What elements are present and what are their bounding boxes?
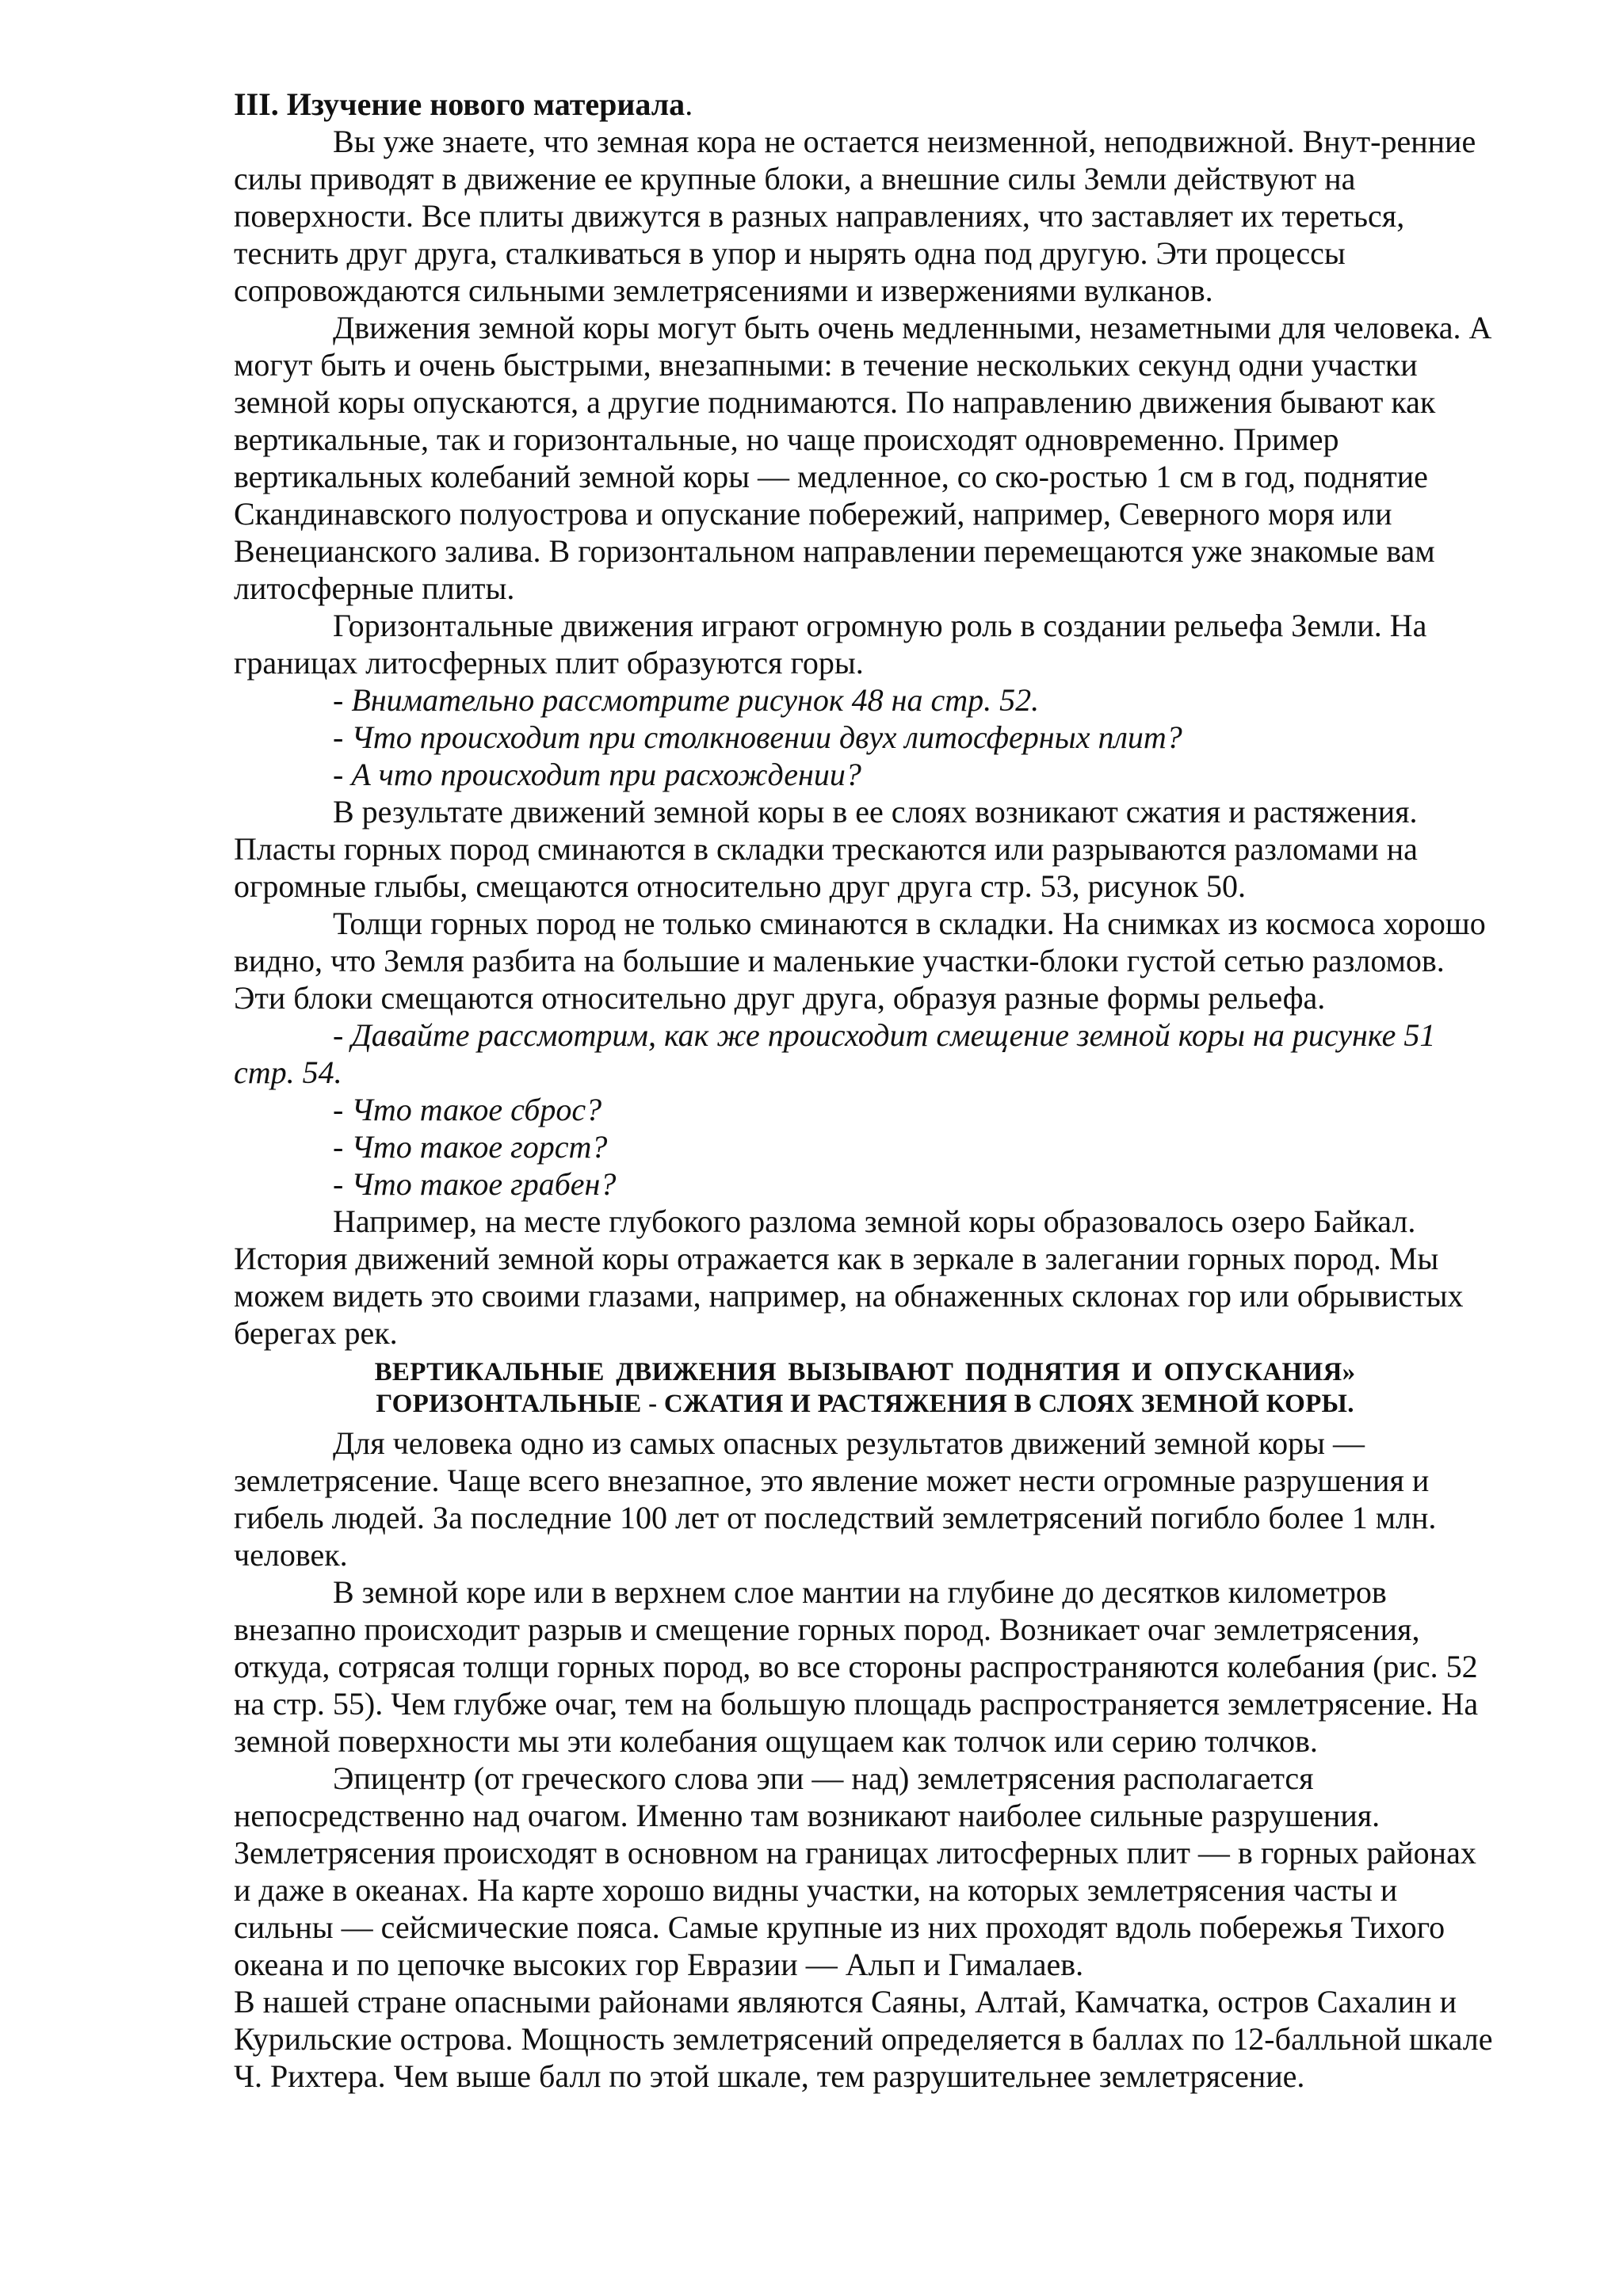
- paragraph-faults-blocks: Толщи горных пород не только сминаются в складки. На снимках из космоса хорошо видно, что Земля разбита на большие и маленькие участки-блоки густой сетью разломов. Эти блоки смещаются относительно друг друга, образуя разные формы рельефа.: [234, 906, 1486, 1016]
- paragraph-crust-movement-speed: Движения земной коры могут быть очень медленными, незаметными для человека. А могут быть и очень быстрыми, внезапными: в течение нескольких секунд одни участки земной коры опускаются, а другие поднимаются. По направлению движения бывают как вертикальные, так и горизонтальные, но чаще происходят одновременно. Пример вертикальных колебаний земной коры — медленное, со ско-ростью 1 см в год, поднятие Скандинавского полуострова и опускание побережий, например, Северного моря или Венецианского залива. В горизонтальном направлении перемещаются уже знакомые вам литосферные плиты.: [234, 310, 1492, 606]
- paragraph-earthquake-focus: В земной коре или в верхнем слое мантии на глубине до десятков километров внезапно происходит разрыв и смещение горных пород. Возникает очаг землетрясения, откуда, сотрясая толщи горных пород, во все стороны распространяются колебания (рис. 52 на стр. 55). Чем глубже очаг, тем на большую площадь распространяется землетрясение. На земной поверхности мы эти колебания ощущаем как толчок или серию толчков.: [234, 1574, 1479, 1759]
- paragraph-horizontal-movements: Горизонтальные движения играют огромную роль в создании рельефа Земли. На границах литосферных плит образуются горы.: [234, 608, 1427, 681]
- summary-horizontal-movements: ГОРИЗОНТАЛЬНЫЕ - СЖАТИЯ И РАСТЯЖЕНИЯ В СЛОЯХ ЗЕМНОЙ КОРЫ.: [376, 1390, 1354, 1418]
- question-horst: - Что такое горст?: [333, 1129, 608, 1165]
- question-fault: - Что такое сброс?: [333, 1092, 602, 1127]
- question-figure-48: - Внимательно рассмотрите рисунок 48 на стр. 52.: [333, 682, 1040, 718]
- paragraph-crust-movement-intro: Вы уже знаете, что земная кора не остается неизменной, неподвижной. Внут-ренние силы приводят в движение ее крупные блоки, а внешние силы Земли действуют на поверхности. Все плиты движутся в разных направлениях, что заставляет их тереться, теснить друг друга, сталкиваться в упор и нырять одна под другую. Эти процессы сопровождаются сильными землетрясениями и извержениями вулканов.: [234, 124, 1476, 308]
- question-plate-divergence: - А что происходит при расхождении?: [333, 757, 861, 792]
- paragraph-baikal: Например, на месте глубокого разлома земной коры образовалось озеро Байкал. История движений земной коры отражается как в зеркале в залегании горных пород. Мы можем видеть это своими глазами, например, на обнаженных склонах гор или обрывистых берегах рек.: [234, 1203, 1464, 1351]
- question-figure-51: - Давайте рассмотрим, как же происходит смещение земной коры на рисунке 51 стр. 54.: [234, 1017, 1436, 1090]
- summary-vertical-movements: ВЕРТИКАЛЬНЫЕ ДВИЖЕНИЯ ВЫЗЫВАЮТ ПОДНЯТИЯ И ОПУСКАНИЯ»: [374, 1358, 1356, 1386]
- question-graben: - Что такое грабен?: [333, 1166, 617, 1202]
- question-plate-collision: - Что происходит при столкновении двух литосферных плит?: [333, 719, 1182, 755]
- paragraph-earthquake-danger: Для человека одно из самых опасных результатов движений земной коры — землетрясение. Чаще всего внезапное, это явление может нести огромные разрушения и гибель людей. За последние 100 лет от последствий землетрясений погибло более 1 млн. человек.: [234, 1425, 1437, 1573]
- section-heading-label: III. Изучение нового материала: [234, 86, 685, 122]
- section-heading-period: .: [685, 86, 693, 122]
- paragraph-epicenter: Эпицентр (от греческого слова эпи — над) землетрясения располагается непосредственно над очагом. Именно там возникают наиболее сильные разрушения. Землетрясения происходят в основном на границах литосферных плит — в горных районах и даже в океанах. На карте хорошо видны участки, на которых землетрясения часты и сильны — сейсмические пояса. Самые крупные из них проходят вдоль побережья Тихого океана и по цепочке высоких гор Евразии — Альп и Гималаев.: [234, 1760, 1476, 1982]
- paragraph-richter-scale: В нашей стране опасными районами являются Саяны, Алтай, Камчатка, остров Сахалин и Курильские острова. Мощность землетрясений определяется в баллах по 12-балльной шкале Ч. Рихтера. Чем выше балл по этой шкале, тем разрушительнее землетрясение.: [234, 1984, 1493, 2094]
- paragraph-compression-stretching: В результате движений земной коры в ее слоях возникают сжатия и растяжения. Пласты горных пород сминаются в складки трескаются или разрываются разломами на огромные глыбы, смещаются относительно друг друга стр. 53, рисунок 50.: [234, 794, 1418, 904]
- section-heading: [234, 86, 1496, 123]
